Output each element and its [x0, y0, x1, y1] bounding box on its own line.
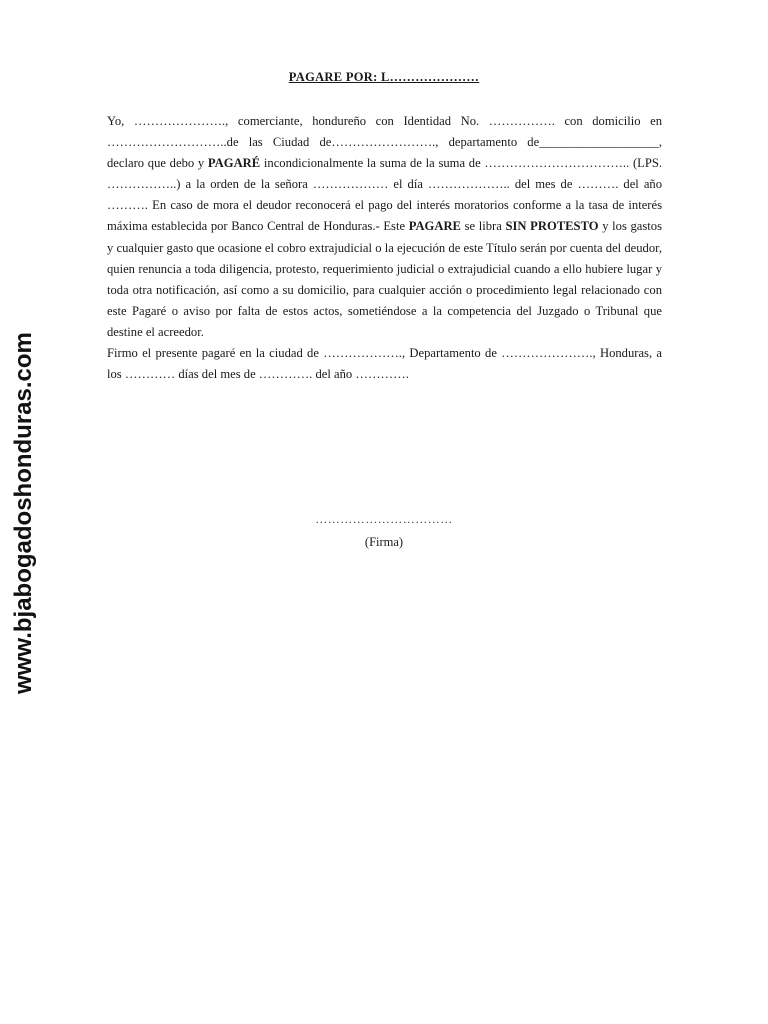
signature-line: …………………………… — [315, 512, 453, 526]
document-title: PAGARE POR: L………………… — [288, 70, 480, 84]
bold-term-pagare: PAGARÉ — [207, 156, 261, 171]
main-paragraph — [107, 111, 662, 343]
paragraph-segment: y los gastos y cualquier gasto que ocasione el cobro extrajudicial o la ejecución de este Título serán por cuenta del deudor, quien renuncia a toda diligencia, protesto, requerimiento judicial o extrajudicial cuando a ello hubiere lugar y toda otra notificación, así como a su domicilio, para cualquier acción o procedimiento legal relacionado con este Pagaré o aviso por falta de estos actos, sometiéndose a la competencia del Juzgado o Tribunal que destine el acreedor. — [107, 219, 662, 339]
paragraph-segment: , declaro que debo y — [107, 135, 662, 171]
signing-paragraph: Firmo el presente pagaré en la ciudad de ………………., Departamento de …………………., Honduras, a los ………… días del mes de …………. del año …………. — [107, 346, 662, 382]
signature-block — [0, 512, 768, 550]
paragraph-segment: se libra — [460, 219, 506, 234]
paragraph-segment: incondicionalmente la suma de la suma de …………………………….. (LPS. ……………..) a la orden de la señora ……………… el día ……………….. del mes de ………. del año ………. En caso de mora el deudor reconocerá el pago del interés moratorios conforme a la tasa de interés máxima establecida por Banco Central de Honduras.- Este — [107, 156, 662, 234]
bold-term-pagare: PAGARE — [408, 219, 461, 234]
blank-underline: ___________________ — [539, 135, 659, 150]
bold-term-sin-protesto: SIN PROTESTO — [505, 219, 599, 234]
paragraph-segment: Yo, …………………., comerciante, hondureño con Identidad No. ……………. con domicilio en ………………………..de las Ciudad de……………………., departamento de — [107, 114, 662, 150]
watermark-text: www.bjabogadoshonduras.com — [10, 332, 37, 694]
signature-label: (Firma) — [364, 535, 404, 549]
document-body — [107, 111, 662, 385]
